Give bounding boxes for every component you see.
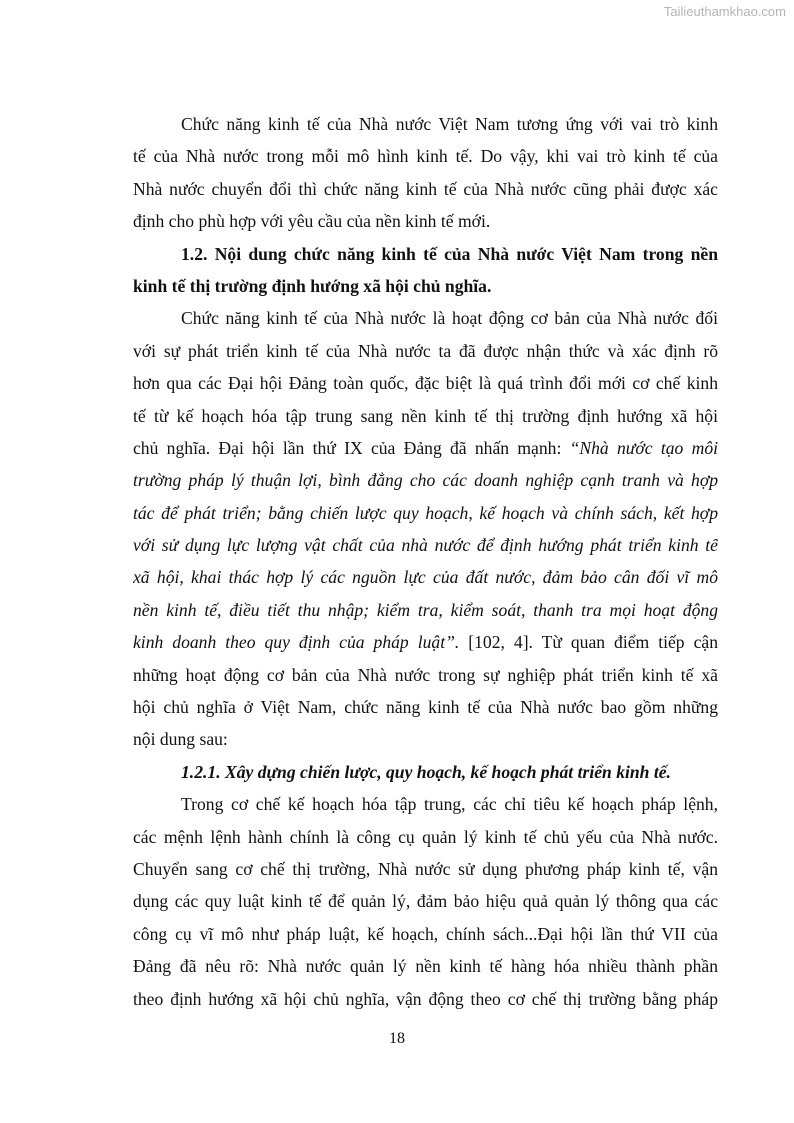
watermark: Tailieuthamkhao.com	[663, 4, 786, 19]
page-body	[133, 108, 718, 1015]
quote-line: với sử dụng lực lượng vật chất của nhà nước để định hướng phát triển kinh tế	[133, 535, 718, 556]
paragraph-line: Nhà nước chuyển đổi thì chức năng kinh tế của Nhà nước cũng phải được xác	[133, 178, 718, 199]
section-heading: kinh tế thị trường định hướng xã hội chủ nghĩa.	[133, 275, 492, 296]
paragraph-line: hội chủ nghĩa ở Việt Nam, chức năng kinh tế của Nhà nước bao gồm những	[133, 697, 718, 718]
paragraph-line: Đảng đã nêu rõ: Nhà nước quản lý nền kinh tế hàng hóa nhiều thành phần	[133, 956, 718, 977]
paragraph-line: những hoạt động cơ bản của Nhà nước trong sự nghiệp phát triển kinh tế xã	[133, 664, 718, 685]
quote-line: trường pháp lý thuận lợi, bình đẳng cho các doanh nghiệp cạnh tranh và hợp	[133, 470, 718, 491]
subsection-heading: 1.2.1. Xây dựng chiến lược, quy hoạch, kế hoạch phát triển kinh tế.	[181, 761, 671, 782]
paragraph-line: Chuyển sang cơ chế thị trường, Nhà nước sử dụng phương pháp kinh tế, vận	[133, 858, 718, 879]
paragraph-line: theo định hướng xã hội chủ nghĩa, vận động theo cơ chế thị trường bằng pháp	[133, 988, 718, 1009]
paragraph-line	[133, 626, 718, 658]
paragraph-line: các mệnh lệnh hành chính là công cụ quản lý kinh tế chủ yếu của Nhà nước.	[133, 826, 718, 847]
quote-text: kinh doanh theo quy định của pháp luật”.	[133, 632, 460, 653]
quote-line: nền kinh tế, điều tiết thu nhập; kiểm tra, kiểm soát, thanh tra mọi hoạt động	[133, 599, 718, 620]
paragraph-line: hơn qua các Đại hội Đảng toàn quốc, đặc biệt là quá trình đổi mới cơ chế kinh	[133, 373, 718, 394]
section-heading: 1.2. Nội dung chức năng kinh tế của Nhà nước Việt Nam trong nền	[181, 243, 718, 264]
paragraph-line	[133, 432, 718, 464]
citation-text: [102, 4]. Từ quan điểm tiếp cận	[459, 632, 718, 653]
quote-line: tác để phát triển; bằng chiến lược quy hoạch, kế hoạch và chính sách, kết hợp	[133, 502, 718, 523]
paragraph-line: tế của Nhà nước trong mỗi mô hình kinh tế. Do vậy, khi vai trò kinh tế của	[133, 146, 718, 167]
paragraph-line: nội dung sau:	[133, 729, 228, 750]
quote-line: xã hội, khai thác hợp lý các nguồn lực của đất nước, đảm bảo cân đối vĩ mô	[133, 567, 718, 588]
paragraph-line: Chức năng kinh tế của Nhà nước là hoạt động cơ bản của Nhà nước đối	[181, 308, 718, 329]
quote-text: “Nhà nước tạo môi	[569, 437, 718, 458]
paragraph-line: dụng các quy luật kinh tế để quản lý, đảm bảo hiệu quả quản lý thông qua các	[133, 891, 718, 912]
page-number: 18	[389, 1030, 405, 1047]
paragraph-line: với sự phát triển kinh tế của Nhà nước ta đã được nhận thức và xác định rõ	[133, 340, 718, 361]
paragraph-line: công cụ vĩ mô như pháp luật, kế hoạch, chính sách...Đại hội lần thứ VII của	[133, 923, 718, 944]
paragraph-line: định cho phù hợp với yêu cầu của nền kinh tế mới.	[133, 211, 491, 232]
paragraph-line: Trong cơ chế kế hoạch hóa tập trung, các chỉ tiêu kế hoạch pháp lệnh,	[181, 794, 718, 815]
paragraph-line: Chức năng kinh tế của Nhà nước Việt Nam tương ứng với vai trò kinh	[181, 114, 718, 134]
paragraph-text: chủ nghĩa. Đại hội lần thứ IX của Đảng đã nhấn mạnh:	[133, 437, 570, 458]
paragraph-line: tế từ kế hoạch hóa tập trung sang nền kinh tế thị trường định hướng xã hội	[133, 405, 718, 426]
